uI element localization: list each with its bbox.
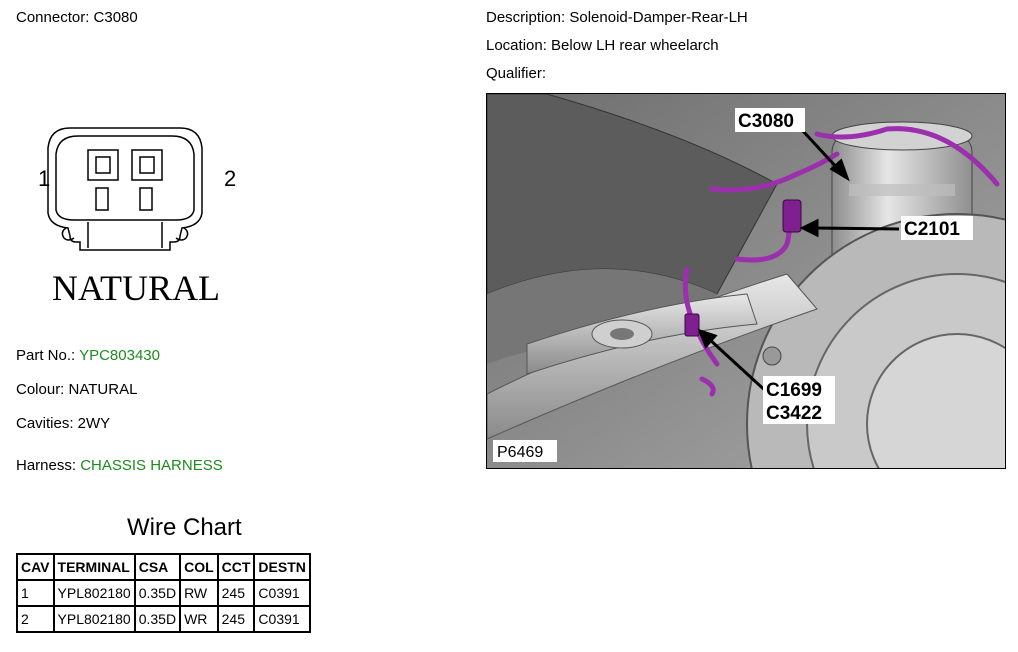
part-number-label: Part No.:	[16, 347, 76, 364]
cavity-1-bottom	[96, 188, 108, 210]
callout-c3080: C3080	[738, 111, 794, 132]
photo-ref-number: P6469	[497, 444, 544, 461]
header-destn: DESTN	[254, 554, 309, 580]
connector-housing-outline	[48, 128, 202, 250]
cavity-2-pin	[140, 157, 154, 173]
location: Location: Below LH rear wheelarch	[486, 37, 719, 54]
harness-info	[16, 457, 223, 474]
cell-col: RW	[180, 580, 218, 606]
cell-csa: 0.35D	[135, 606, 180, 632]
wire-chart-table	[16, 553, 311, 633]
harness-link[interactable]: CHASSIS HARNESS	[80, 457, 223, 474]
part-number-link[interactable]: YPC803430	[79, 347, 160, 364]
cell-terminal: YPL802180	[54, 606, 135, 632]
cell-destn: C0391	[254, 580, 309, 606]
location-illustration	[487, 94, 1005, 468]
table-header-row	[17, 554, 310, 580]
cell-cav: 1	[17, 580, 54, 606]
cavity-1-top	[88, 150, 118, 180]
cell-destn: C0391	[254, 606, 309, 632]
cavity-2-bottom	[140, 188, 152, 210]
cavity-1-pin	[96, 157, 110, 173]
table-row	[17, 606, 310, 632]
header-cav: CAV	[17, 554, 54, 580]
colour-info: Colour: NATURAL	[16, 381, 138, 398]
cell-col: WR	[180, 606, 218, 632]
qualifier: Qualifier:	[486, 65, 547, 82]
callout-c1699: C1699	[766, 380, 822, 401]
connector-label: Connector: C3080	[16, 9, 138, 26]
callout-c3422: C3422	[766, 403, 822, 424]
header-col: COL	[180, 554, 218, 580]
description: Description: Solenoid-Damper-Rear-LH	[486, 9, 748, 26]
part-number	[16, 347, 160, 364]
connector-colour-name: NATURAL	[52, 268, 220, 308]
callout-c2101: C2101	[904, 219, 960, 240]
connector-c1699-shape	[685, 314, 699, 336]
table-row	[17, 580, 310, 606]
pin-number-2: 2	[224, 166, 237, 191]
cavities-info: Cavities: 2WY	[16, 415, 111, 432]
cell-cct: 245	[218, 580, 255, 606]
cell-cct: 245	[218, 606, 255, 632]
connector-inner-outline	[56, 136, 194, 220]
cell-cav: 2	[17, 606, 54, 632]
header-cct: CCT	[218, 554, 255, 580]
cell-terminal: YPL802180	[54, 580, 135, 606]
cell-csa: 0.35D	[135, 580, 180, 606]
header-csa: CSA	[135, 554, 180, 580]
connector-c2101-shape	[783, 200, 801, 232]
cavity-2-top	[132, 150, 162, 180]
wire-chart-title: Wire Chart	[127, 514, 242, 541]
harness-label: Harness:	[16, 457, 77, 474]
header-terminal: TERMINAL	[54, 554, 135, 580]
connector-face-diagram	[30, 118, 245, 308]
location-photo	[486, 93, 1006, 469]
pin-number-1: 1	[38, 166, 51, 191]
